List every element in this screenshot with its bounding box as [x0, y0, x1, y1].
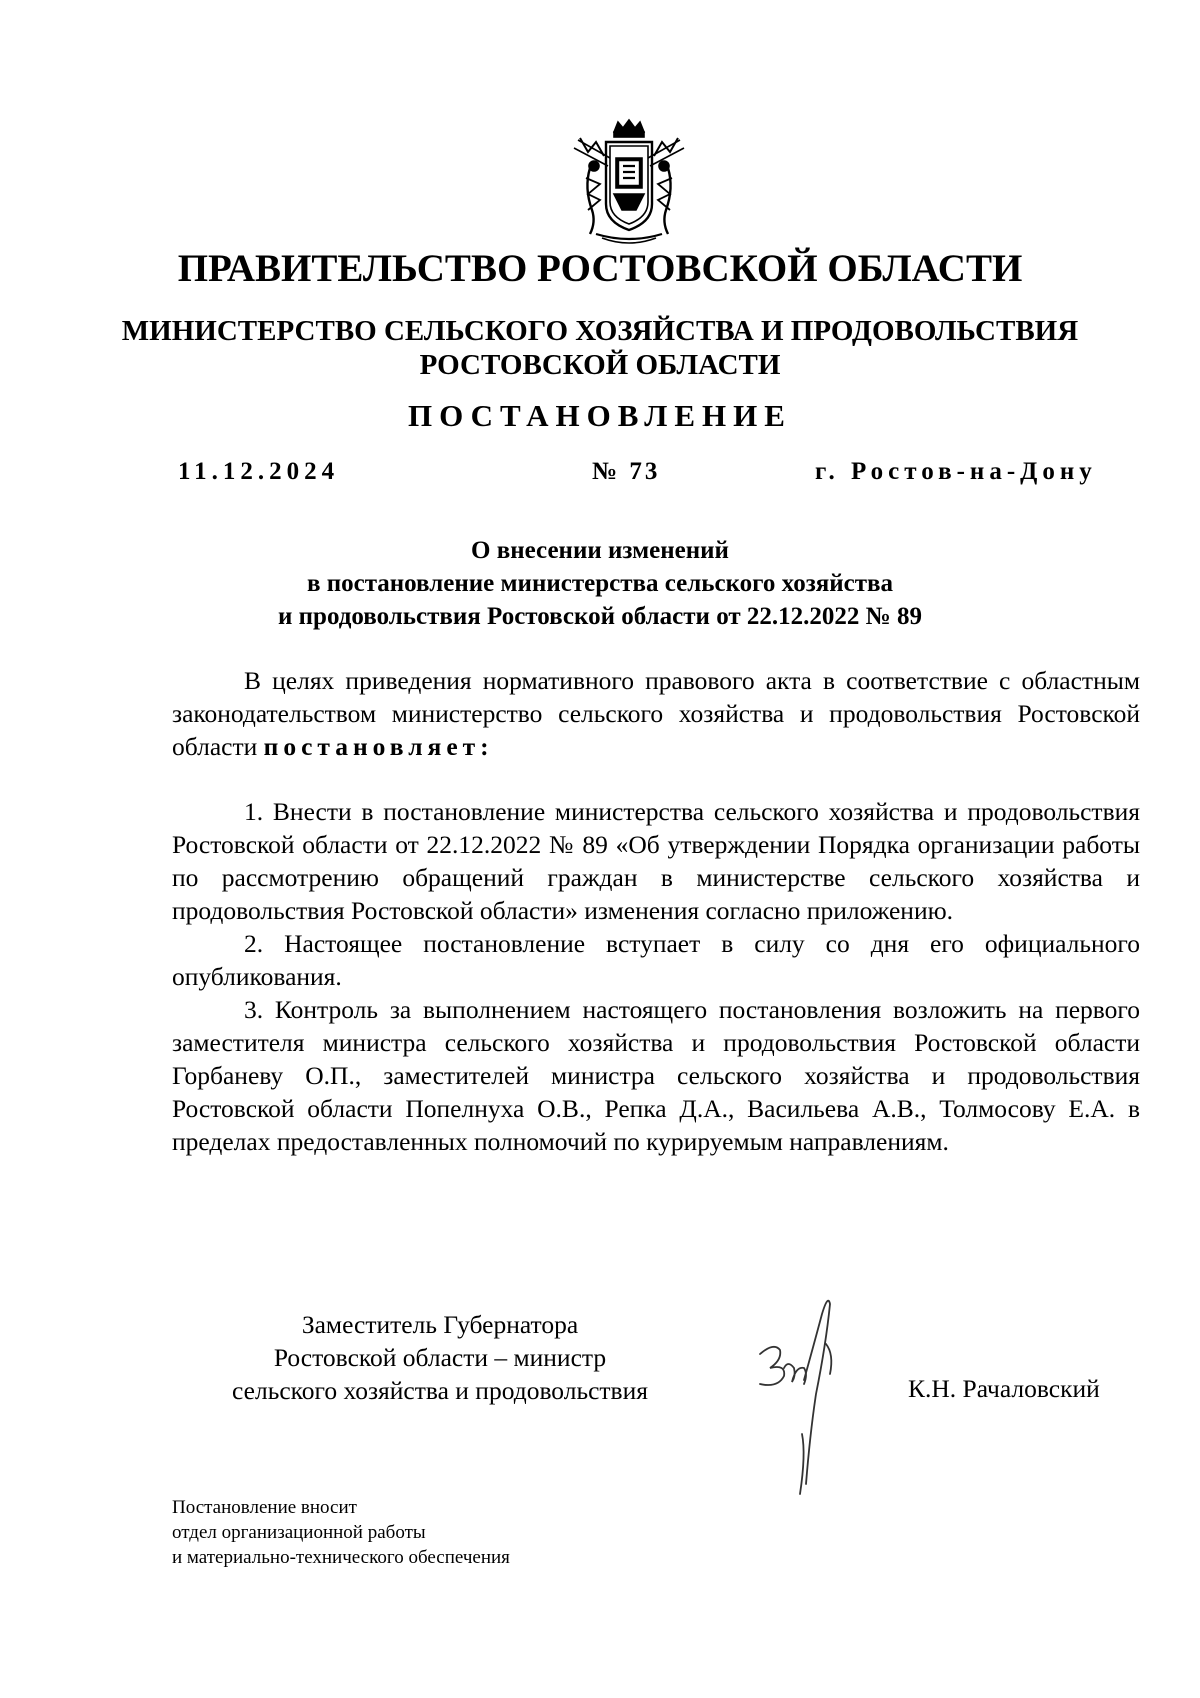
decree-city: г. Ростов-на-Дону — [815, 458, 1097, 485]
subject-line3: и продовольствия Ростовской области от 22.12.2022 № 89 — [277, 603, 923, 630]
footer-line2: отдел организационной работы — [172, 1522, 426, 1543]
position-line1: Заместитель Губернатора — [301, 1310, 579, 1339]
ministry-title — [0, 314, 1200, 382]
position-line3: сельского хозяйства и продовольствия — [232, 1376, 648, 1405]
coat-of-arms-icon — [570, 118, 688, 248]
decree-keyword: постановляет: — [263, 732, 494, 761]
preamble-text: В целях приведения нормативного правового акта в соответствие с областным законодательством министерство сельского хозяйства и продовольствия Ростовской области — [172, 666, 1140, 761]
position-line2: Ростовской области – министр — [273, 1343, 607, 1372]
ministry-title-line1: МИНИСТЕРСТВО СЕЛЬСКОГО ХОЗЯЙСТВА И ПРОДОВОЛЬСТВИЯ — [121, 315, 1079, 347]
subject-line1: О внесении изменений — [471, 537, 729, 564]
decree-item-3: 3. Контроль за выполнением настоящего постановления возложить на первого заместителя министра сельского хозяйства и продовольствия Ростовской области Горбаневу О.П., заместителей министра сельского хозяйства и продовольствия Ростовской области Попелнуха О.В., Репка Д.А., Васильева А.В., Толмосову Е.А. в пределах предоставленных полномочий по курируемым направлениям. — [172, 995, 1140, 1156]
decree-number: № 73 — [592, 458, 661, 485]
decree-items — [172, 795, 1140, 1158]
decree-date: 11.12.2024 — [178, 458, 340, 485]
document-type: ПОСТАНОВЛЕНИЕ — [408, 398, 792, 433]
footer-line3: и материально-технического обеспечения — [172, 1547, 510, 1568]
ministry-title-line2: РОСТОВСКОЙ ОБЛАСТИ — [419, 349, 781, 381]
subject-line2: в постановление министерства сельского хозяйства — [306, 570, 894, 597]
handwritten-signature — [730, 1284, 880, 1514]
signatory-name: К.Н. Рачаловский — [908, 1374, 1100, 1403]
decree-item-1: 1. Внести в постановление министерства сельского хозяйства и продовольствия Ростовской области от 22.12.2022 № 89 «Об утверждении Порядка организации работы по рассмотрению обращений граждан в министерстве сельского хозяйства и продовольствия Ростовской области» изменения согласно приложению. — [172, 797, 1140, 925]
decree-item-2: 2. Настоящее постановление вступает в силу со дня его официального опубликования. — [172, 929, 1140, 991]
footer-note — [172, 1495, 510, 1570]
footer-line1: Постановление вносит — [172, 1497, 357, 1518]
decree-subject — [0, 534, 1200, 633]
preamble — [172, 664, 1140, 763]
government-title: ПРАВИТЕЛЬСТВО РОСТОВСКОЙ ОБЛАСТИ — [177, 247, 1023, 290]
signatory-position — [190, 1308, 690, 1407]
